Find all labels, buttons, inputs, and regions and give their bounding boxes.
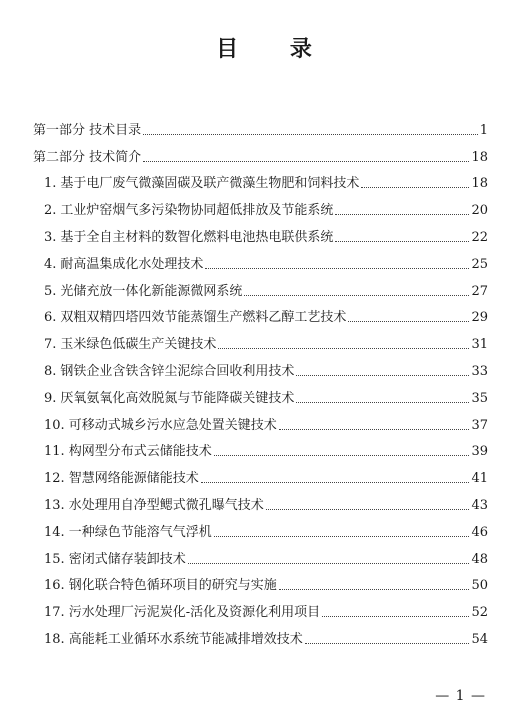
toc-entry-number: 7. [44,337,57,353]
toc-entry[interactable] [33,351,488,378]
dot-leader [143,161,469,162]
toc-entry[interactable] [33,619,488,646]
toc-entry-number: 18. [44,631,65,647]
dot-leader [244,295,469,296]
dot-leader [361,187,469,188]
toc-entry-number: 10. [44,417,65,433]
toc-entry-label [33,151,141,164]
toc-entry-page: 33 [471,363,488,379]
toc-entry[interactable] [33,566,488,593]
toc-entry-number: 4. [44,256,57,272]
toc-entry-label [44,553,186,566]
toc-entry-number: 13. [44,497,65,513]
toc-entry[interactable] [33,405,488,432]
toc-entry[interactable] [33,324,488,351]
toc-entry-number: 8. [44,363,57,379]
toc-entry-label [44,392,294,405]
toc-entry-page: 29 [471,310,488,326]
toc-entry-page: 46 [471,524,488,540]
toc-entry-number: 11. [44,444,65,460]
toc-entry-number: 3. [44,229,57,245]
toc-entry-label [44,365,294,378]
toc-entry-number: 12. [44,471,65,487]
toc-entry-text: 一种绿色节能溶气气浮机 [68,524,212,540]
dot-leader [214,536,470,537]
toc-entry-label [44,311,346,324]
toc-entry-text: 基于电厂废气微藻固碳及联产微藻生物肥和饲料技术 [60,176,360,192]
dot-leader [296,375,469,376]
toc-entry-number: 5. [44,283,57,299]
toc-entry-text: 水处理用自净型鳃式微孔曝气技术 [68,497,264,513]
toc-entry-text: 钢化联合特色循环项目的研究与实施 [68,578,277,594]
toc-entry[interactable] [33,271,488,298]
dot-leader [201,482,470,483]
toc-entry-page: 22 [471,229,488,245]
toc-entry-label [44,204,333,217]
toc-entry[interactable] [33,539,488,566]
dot-leader [305,643,470,644]
toc-entry-text: 厌氧氨氧化高效脱氮与节能降碳关键技术 [60,390,295,406]
toc-entry[interactable] [33,110,488,137]
toc-entry-text: 耐高温集成化水处理技术 [60,256,204,272]
toc-entry-page: 35 [471,390,488,406]
toc-entry-label [44,445,212,458]
dot-leader [218,348,469,349]
toc-entry-page: 25 [471,256,488,272]
toc-entry-label [44,526,212,539]
toc-entry-page: 39 [471,444,488,460]
dot-leader [214,455,470,456]
toc-entry-page: 48 [471,551,488,567]
toc-entry-text: 钢铁企业含铁含锌尘泥综合回收利用技术 [60,363,295,379]
toc-entry-text: 基于全自主材料的数智化燃料电池热电联供系统 [60,229,334,245]
dot-leader [266,509,470,510]
toc-entry-page: 54 [471,631,488,647]
toc-entry-label [44,472,199,485]
toc-entry-text: 污水处理厂污泥炭化-活化及资源化利用项目 [68,605,321,621]
dot-leader [188,563,470,564]
toc-entry-label [44,338,216,351]
toc-entry-label [44,285,242,298]
toc-entry[interactable] [33,137,488,164]
toc-entry-label [44,499,264,512]
toc-entry-text: 第二部分 技术简介 [33,149,142,165]
toc-entry[interactable] [33,432,488,459]
toc-entry[interactable] [33,164,488,191]
page-number: — 1 — [435,688,486,704]
toc-entry-page: 20 [471,203,488,219]
toc-entry-text: 工业炉窑烟气多污染物协同超低排放及节能系统 [60,203,334,219]
toc-entry-text: 智慧网络能源储能技术 [68,471,199,487]
toc-entry-number: 9. [44,390,57,406]
toc-entry-page: 37 [471,417,488,433]
dot-leader [143,134,478,135]
dot-leader [296,402,469,403]
toc-entry[interactable] [33,378,488,405]
toc-entry-text: 构网型分布式云储能技术 [68,444,212,460]
toc-entry-text: 玉米绿色低碳生产关键技术 [60,337,217,353]
toc-entry-number: 14. [44,524,65,540]
toc-entry[interactable] [33,512,488,539]
toc-entry[interactable] [33,298,488,325]
toc-entry-page: 27 [471,283,488,299]
toc-entry[interactable] [33,244,488,271]
toc-entry[interactable] [33,190,488,217]
dot-leader [205,268,469,269]
table-of-contents [33,110,488,646]
toc-entry[interactable] [33,217,488,244]
toc-entry-text: 第一部分 技术目录 [33,122,142,138]
toc-entry-label [44,231,333,244]
toc-entry-page: 41 [471,471,488,487]
toc-entry-label [33,124,141,137]
toc-entry[interactable] [33,592,488,619]
toc-entry-label [44,258,203,271]
toc-entry-label [44,177,359,190]
toc-entry-number: 17. [44,605,65,621]
toc-entry-number: 2. [44,203,57,219]
toc-entry-label [44,419,277,432]
toc-entry-page: 1 [479,122,488,138]
dot-leader [322,616,469,617]
toc-entry-page: 31 [471,337,488,353]
dot-leader [335,214,469,215]
toc-entry-label [44,579,277,592]
toc-entry[interactable] [33,485,488,512]
toc-entry-text: 密闭式储存装卸技术 [68,551,186,567]
dot-leader [279,429,470,430]
toc-entry-number: 1. [44,176,57,192]
toc-entry-text: 高能耗工业循环水系统节能减排增效技术 [68,631,303,647]
toc-entry-number: 16. [44,578,65,594]
page-title: 目 录 [216,36,334,62]
toc-entry-page: 52 [471,605,488,621]
toc-entry-page: 18 [471,176,488,192]
dot-leader [279,589,470,590]
dot-leader [335,241,469,242]
toc-entry-number: 6. [44,310,57,326]
toc-entry-label [44,606,320,619]
toc-entry[interactable] [33,458,488,485]
toc-entry-number: 15. [44,551,65,567]
toc-entry-page: 43 [471,497,488,513]
toc-entry-label [44,633,303,646]
toc-entry-text: 双粗双精四塔四效节能蒸馏生产燃料乙醇工艺技术 [60,310,347,326]
dot-leader [348,321,469,322]
toc-entry-text: 可移动式城乡污水应急处置关键技术 [68,417,277,433]
toc-entry-page: 50 [471,578,488,594]
toc-entry-text: 光储充放一体化新能源微网系统 [60,283,243,299]
toc-entry-page: 18 [471,149,488,165]
